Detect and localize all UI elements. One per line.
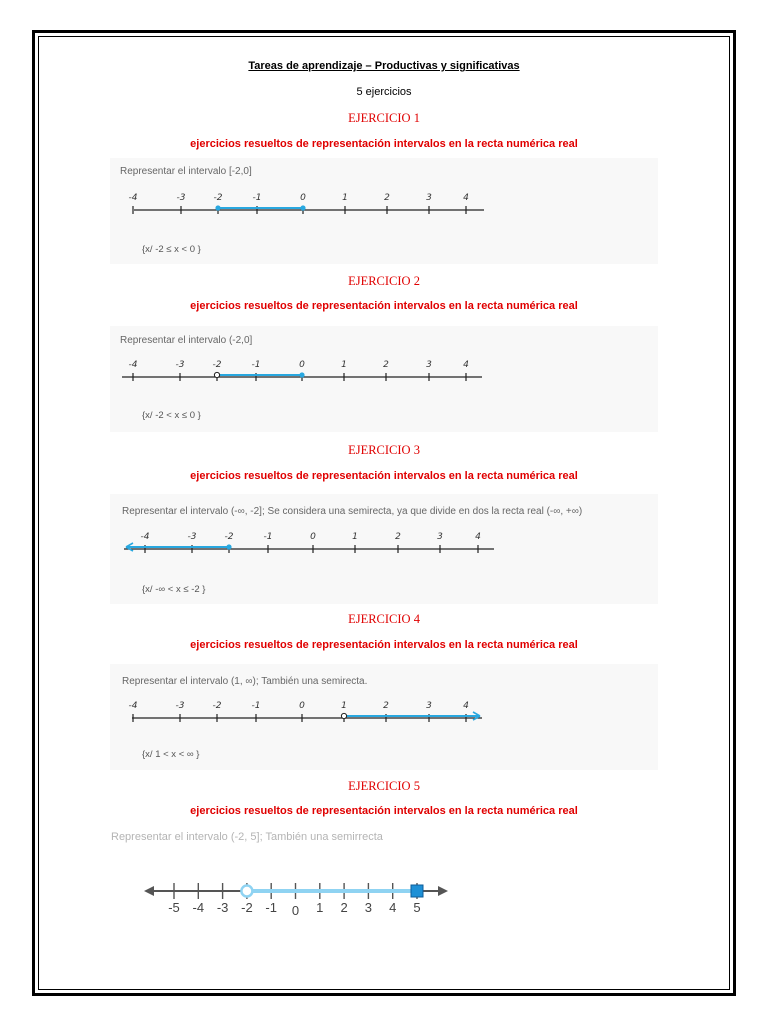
open-endpoint: [341, 713, 346, 718]
tick-label: -4: [140, 532, 150, 542]
exercise-2-prompt: Representar el intervalo (-2,0]: [120, 335, 253, 346]
tick-label: -1: [265, 900, 277, 915]
tick-label: -3: [187, 532, 197, 542]
tick-label: 1: [341, 701, 347, 711]
exercise-2-subtitle: ejercicios resueltos de representación intervalos en la recta numérica real: [190, 300, 578, 312]
axis-arrow-right: [438, 886, 448, 896]
exercise-3-set-notation: {x/ -∞ < x ≤ -2 }: [142, 584, 206, 595]
tick-label: 4: [475, 532, 481, 542]
axis-arrow-left: [144, 886, 154, 896]
tick-label: 3: [364, 900, 373, 915]
closed-endpoint: [226, 544, 231, 549]
tick-label: 0: [300, 193, 306, 203]
open-endpoint: [241, 886, 252, 897]
closed-endpoint: [215, 205, 220, 210]
tick-label: 0: [291, 903, 300, 918]
exercise-5-subtitle: ejercicios resueltos de representación intervalos en la recta numérica real: [190, 805, 578, 817]
tick-label: 2: [383, 701, 389, 711]
tick-label: 4: [463, 193, 469, 203]
tick-label: 4: [463, 701, 469, 711]
exercise-4-prompt: Representar el intervalo (1, ∞); También una semirecta.: [122, 676, 368, 687]
exercise-3-heading: EJERCICIO 3: [348, 443, 420, 457]
closed-endpoint: [300, 205, 305, 210]
tick-label: -1: [252, 193, 262, 203]
tick-label: 0: [310, 532, 316, 542]
exercise-3-subtitle: ejercicios resueltos de representación intervalos en la recta numérica real: [190, 470, 578, 482]
exercise-4-subtitle: ejercicios resueltos de representación intervalos en la recta numérica real: [190, 639, 578, 651]
exercise-5-prompt: Representar el intervalo (-2, 5]; También una semirrecta: [111, 831, 383, 843]
exercise-4-set-notation: {x/ 1 < x < ∞ }: [142, 749, 200, 760]
tick-label: 3: [426, 193, 432, 203]
tick-label: 0: [299, 701, 305, 711]
exercise-2-panel: [110, 326, 658, 432]
tick-label: -2: [224, 532, 234, 542]
tick-label: 5: [413, 900, 421, 915]
tick-label: 3: [437, 532, 443, 542]
tick-label: 3: [426, 360, 432, 370]
exercise-2-heading: EJERCICIO 2: [348, 274, 420, 288]
tick-label: -1: [263, 532, 273, 542]
tick-label: -2: [213, 193, 223, 203]
tick-label: 1: [316, 900, 324, 915]
tick-label: -3: [175, 701, 185, 711]
tick-label: -3: [175, 360, 185, 370]
open-endpoint: [214, 372, 219, 377]
tick-label: 1: [342, 193, 348, 203]
tick-label: 1: [341, 360, 347, 370]
exercise-4-panel: [110, 664, 658, 770]
tick-label: -2: [241, 900, 253, 915]
tick-label: 4: [463, 360, 469, 370]
exercise-1-panel: [110, 158, 658, 264]
number-line-5: [130, 870, 470, 920]
exercise-1-subtitle: ejercicios resueltos de representación intervalos en la recta numérica real: [190, 138, 578, 150]
tick-label: 2: [395, 532, 401, 542]
exercise-count: 5 ejercicios: [356, 86, 412, 98]
tick-label: 2: [340, 900, 348, 915]
tick-label: -3: [176, 193, 186, 203]
tick-label: -1: [251, 701, 261, 711]
exercise-2-set-notation: {x/ -2 < x ≤ 0 }: [142, 410, 201, 421]
exercise-4-heading: EJERCICIO 4: [348, 612, 420, 626]
exercise-1-set-notation: {x/ -2 ≤ x < 0 }: [142, 244, 201, 255]
tick-label: -4: [192, 900, 205, 915]
tick-label: -5: [168, 900, 180, 915]
tick-label: -2: [212, 701, 222, 711]
tick-label: 1: [352, 532, 358, 542]
tick-label: -2: [212, 360, 222, 370]
closed-endpoint: [411, 885, 423, 897]
exercise-3-prompt: Representar el intervalo (-∞, -2]; Se considera una semirecta, ya que divide en dos la recta real (-∞, +∞): [122, 506, 583, 517]
document-title: Tareas de aprendizaje – Productivas y significativas: [248, 60, 520, 72]
tick-label: -4: [128, 193, 138, 203]
tick-label: 2: [384, 193, 390, 203]
closed-endpoint: [299, 372, 304, 377]
exercise-5-heading: EJERCICIO 5: [348, 779, 420, 793]
tick-label: 2: [383, 360, 389, 370]
exercise-1-heading: EJERCICIO 1: [348, 111, 420, 125]
exercise-3-panel: [110, 494, 658, 604]
tick-label: 4: [389, 900, 397, 915]
tick-label: -3: [216, 900, 229, 915]
tick-label: 0: [299, 360, 305, 370]
tick-label: -4: [128, 701, 138, 711]
tick-label: 3: [426, 701, 432, 711]
exercise-1-prompt: Representar el intervalo [-2,0]: [120, 166, 252, 177]
tick-label: -1: [251, 360, 261, 370]
tick-label: -4: [128, 360, 138, 370]
